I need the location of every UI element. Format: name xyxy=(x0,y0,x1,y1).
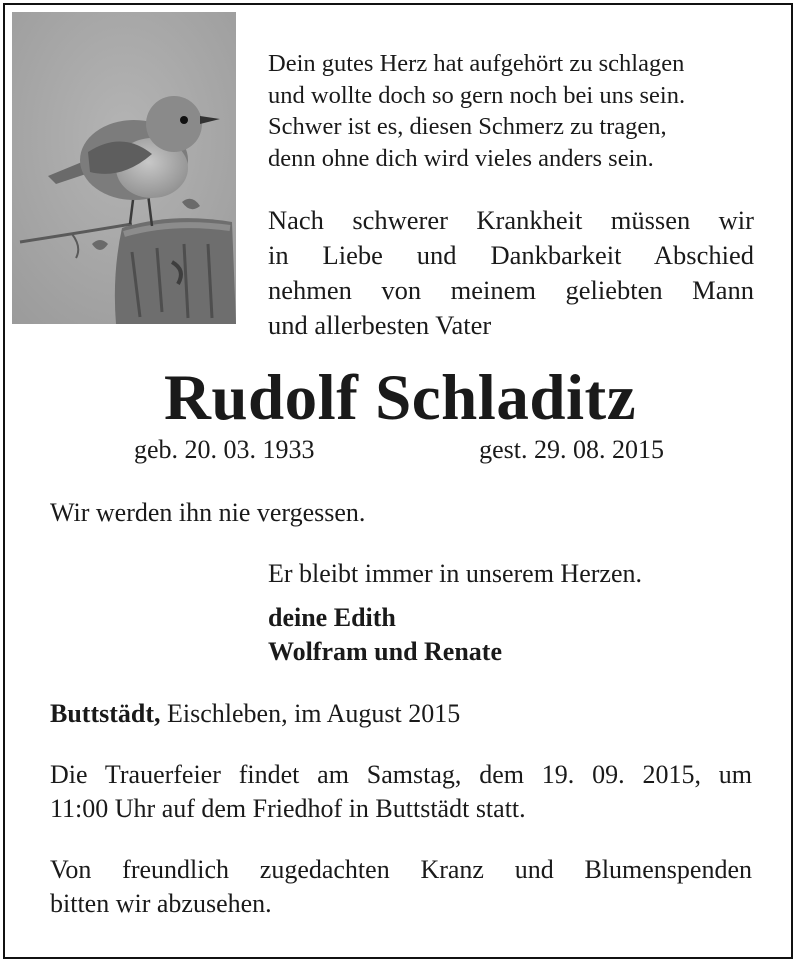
signature-1: deine Edith xyxy=(268,603,396,632)
flowers-line: bitten wir abzusehen. xyxy=(50,889,272,918)
poem-line: denn ohne dich wird vieles anders sein. xyxy=(268,144,654,172)
death-date: gest. 29. 08. 2015 xyxy=(479,435,664,464)
birth-date: geb. 20. 03. 1933 xyxy=(134,435,315,464)
heart-line: Er bleibt immer in unserem Herzen. xyxy=(268,559,642,588)
robin-photo xyxy=(12,12,236,324)
poem-line: Schwer ist es, diesen Schmerz zu tragen, xyxy=(268,113,667,140)
intro-line: und allerbesten Vater xyxy=(268,310,492,340)
intro-line: Nach schwerer Krankheit müssen wir xyxy=(268,205,754,235)
place-rest: Eischleben, im August 2015 xyxy=(160,699,461,728)
deceased-name: Rudolf Schladitz xyxy=(163,362,637,434)
flowers-notice xyxy=(50,853,752,921)
flowers-line: Von freundlich zugedachten Kranz und Blumenspenden xyxy=(50,855,752,884)
funeral-notice xyxy=(50,758,752,826)
poem xyxy=(268,48,768,174)
funeral-line: Die Trauerfeier findet am Samstag, dem 19. 09. 2015, um xyxy=(50,760,752,789)
intro-line: in Liebe und Dankbarkeit Abschied xyxy=(268,240,754,270)
funeral-line: 11:00 Uhr auf dem Friedhof in Buttstädt statt. xyxy=(50,794,526,823)
never-forget-line: Wir werden ihn nie vergessen. xyxy=(50,498,366,527)
poem-line: und wollte doch so gern noch bei uns sein. xyxy=(268,81,686,109)
place-bold: Buttstädt, xyxy=(50,699,161,728)
intro-text xyxy=(268,203,754,343)
life-dates xyxy=(134,434,664,466)
robin-bird-icon xyxy=(12,12,236,324)
signature-2: Wolfram und Renate xyxy=(268,637,502,666)
poem-line: Dein gutes Herz hat aufgehört zu schlagen xyxy=(268,50,685,77)
place-date-line xyxy=(50,697,460,731)
intro-line: nehmen von meinem geliebten Mann xyxy=(268,275,754,305)
